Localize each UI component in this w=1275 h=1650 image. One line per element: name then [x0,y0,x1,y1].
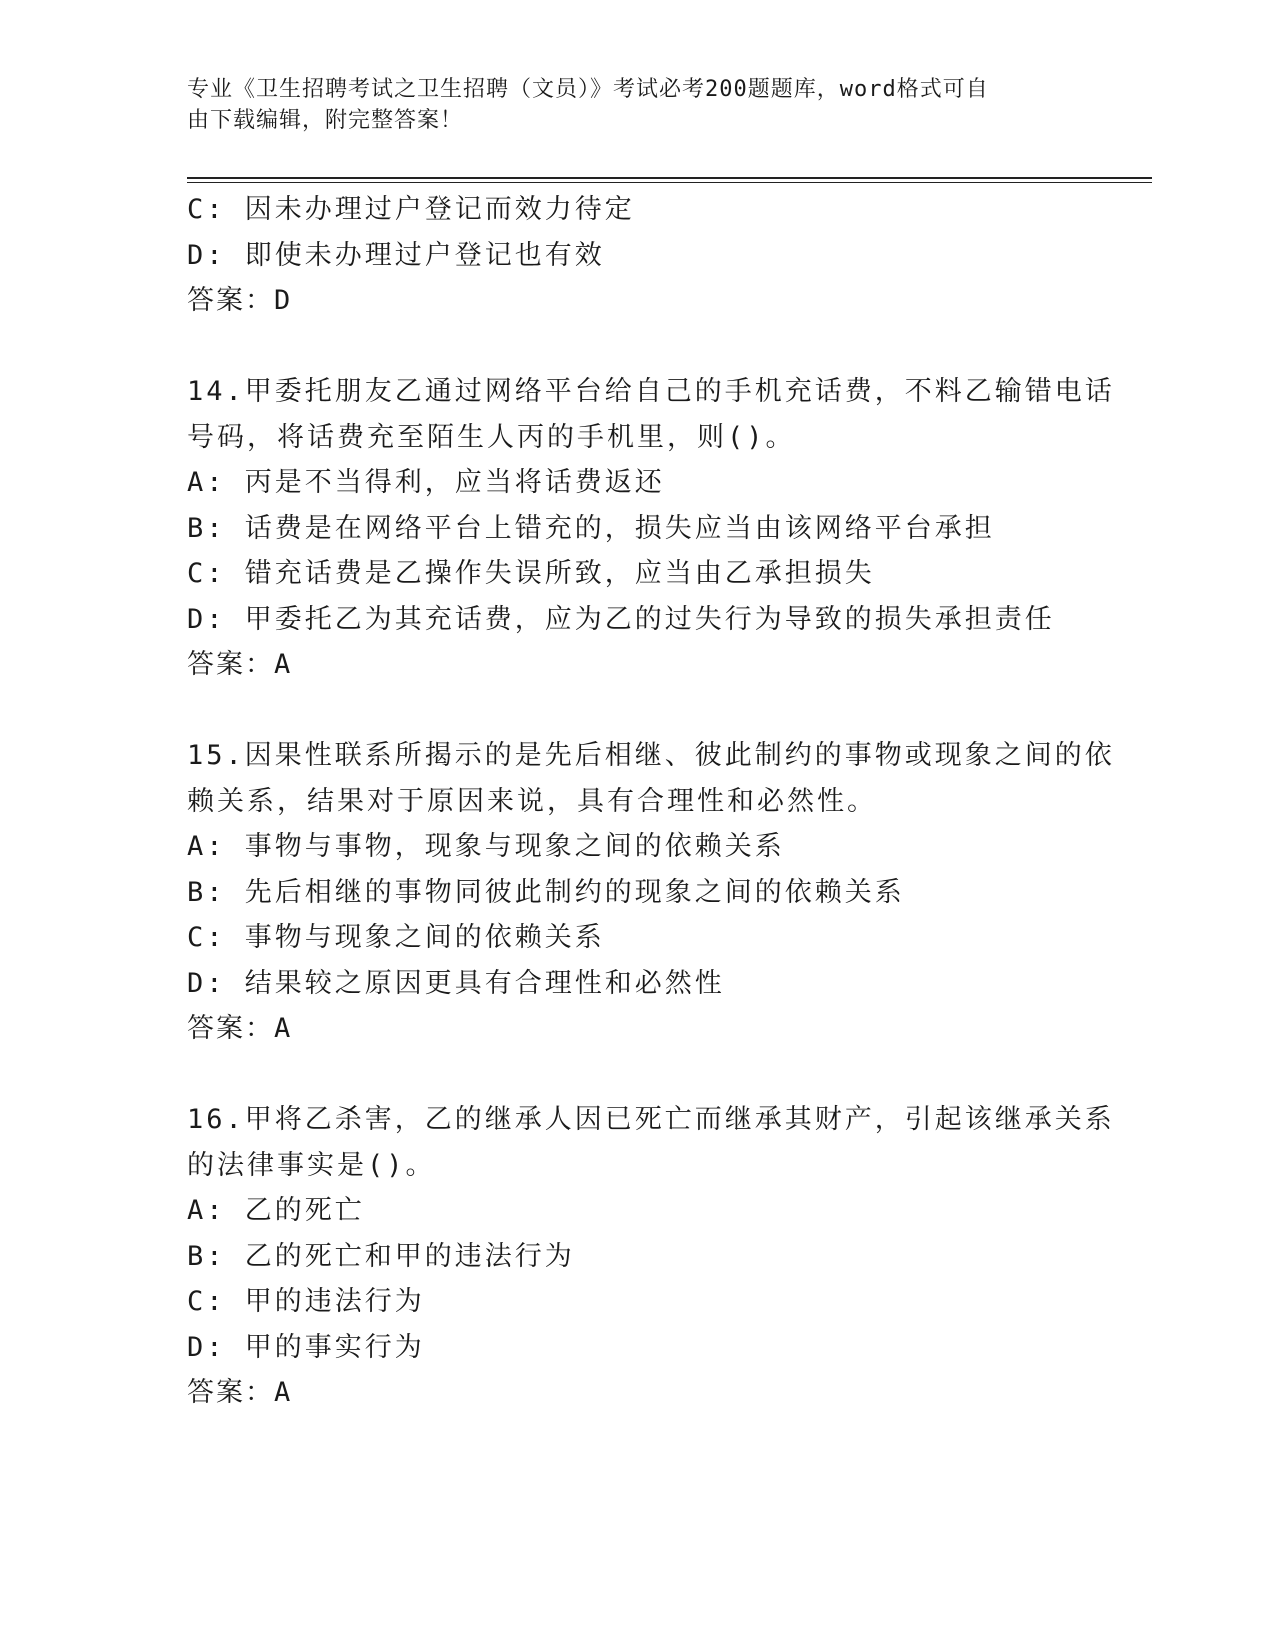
option-a: A: 乙的死亡 [187,1195,365,1226]
option-d: D: 结果较之原因更具有合理性和必然性 [187,967,725,999]
answer-line: 答案：A [187,1013,293,1044]
question-stem: 14.甲委托朋友乙通过网络平台给自己的手机充话费，不料乙输错电话 [187,376,1115,407]
option-d: D: 即使未办理过户登记也有效 [187,239,605,271]
question-stem: 15.因果性联系所揭示的是先后相继、彼此制约的事物或现象之间的依 [187,740,1115,771]
question-stem: 的法律事实是()。 [187,1149,436,1181]
option-b: B: 先后相继的事物同彼此制约的现象之间的依赖关系 [187,876,905,908]
header-rule-thin [187,182,1152,183]
document-header [187,74,1067,136]
question-spacer [187,688,1087,734]
question-block-16 [187,1097,1115,1416]
question-spacer [187,324,1087,370]
header-line-1: 专业《卫生招聘考试之卫生招聘（文员）》考试必考200题题库，word格式可自 [187,77,989,102]
option-a: A: 丙是不当得利，应当将话费返还 [187,467,665,498]
answer-line: 答案：D [187,285,293,316]
header-line-2: 由下载编辑，附完整答案！ [187,108,464,133]
question-block-14 [187,369,1115,688]
question-stem: 16.甲将乙杀害，乙的继承人因已死亡而继承其财产，引起该继承关系 [187,1104,1115,1135]
question-stem: 号码，将话费充至陌生人丙的手机里，则()。 [187,421,796,453]
option-b: B: 话费是在网络平台上错充的，损失应当由该网络平台承担 [187,512,995,544]
question-spacer [187,1052,1087,1098]
option-c: C: 甲的违法行为 [187,1286,425,1317]
option-a: A: 事物与事物，现象与现象之间的依赖关系 [187,831,785,862]
answer-line: 答案：A [187,1377,293,1408]
question-list [187,187,1115,1416]
header-rule-thick [187,177,1152,179]
option-d: D: 甲委托乙为其充话费，应为乙的过失行为导致的损失承担责任 [187,603,1055,635]
question-stem: 赖关系，结果对于原因来说，具有合理性和必然性。 [187,785,877,817]
question-block-15 [187,733,1115,1052]
option-d: D: 甲的事实行为 [187,1331,425,1363]
option-c: C: 错充话费是乙操作失误所致，应当由乙承担损失 [187,558,875,589]
answer-line: 答案：A [187,649,293,680]
question-block-continued [187,187,1087,324]
option-c: C: 事物与现象之间的依赖关系 [187,922,605,953]
option-b: B: 乙的死亡和甲的违法行为 [187,1240,575,1272]
option-c: C: 因未办理过户登记而效力待定 [187,194,635,225]
